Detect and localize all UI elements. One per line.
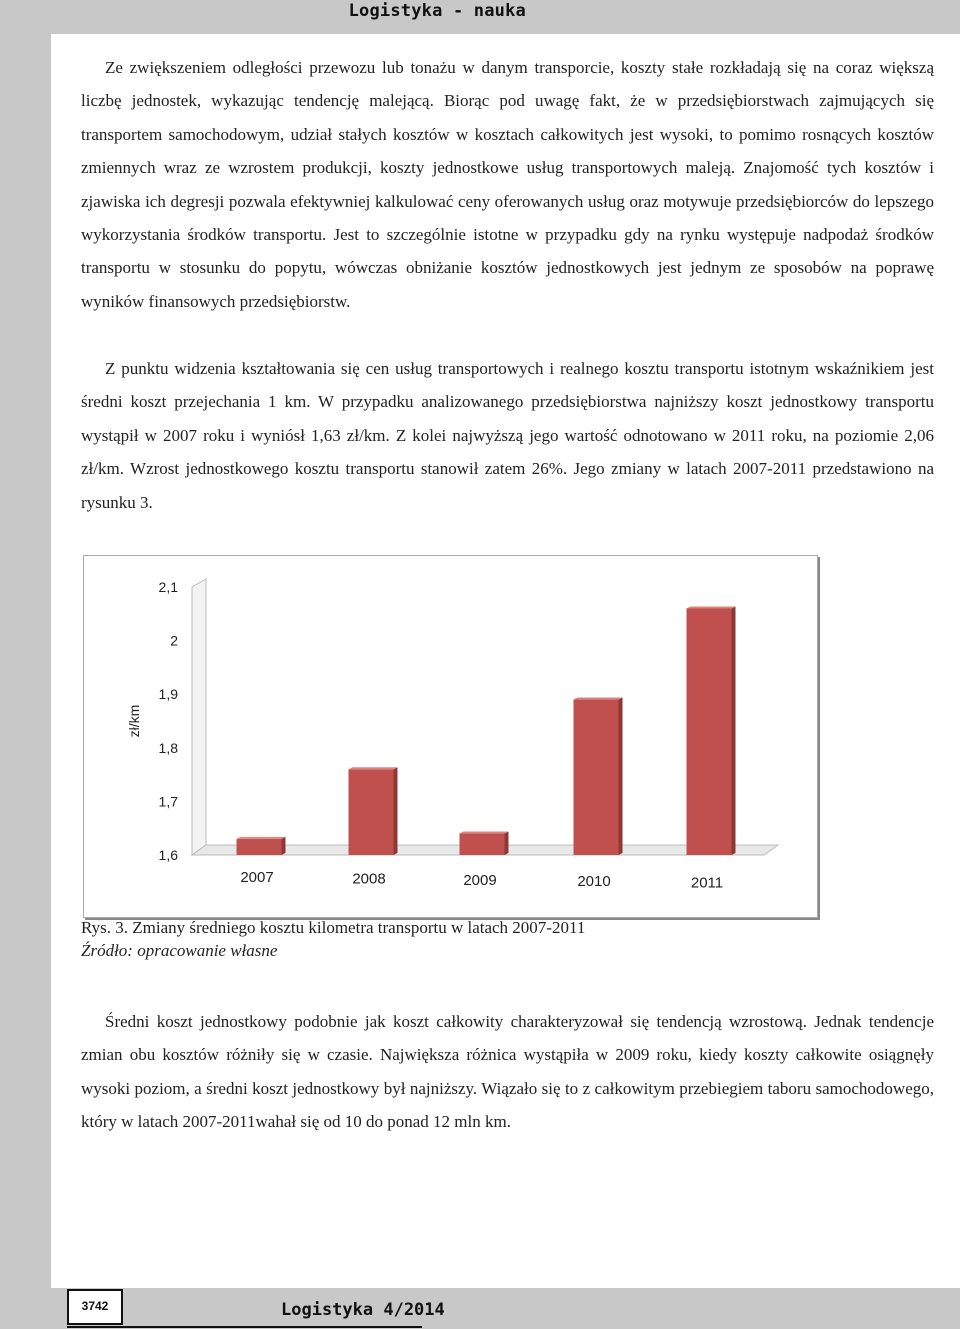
bar-2010 bbox=[574, 700, 619, 855]
chart-frame bbox=[83, 555, 818, 918]
footer-journal: Logistyka 4/2014 bbox=[281, 1300, 445, 1320]
bar-2009 bbox=[460, 834, 505, 855]
bar-2011 bbox=[687, 608, 732, 855]
page-number: 3742 bbox=[67, 1289, 123, 1325]
y-tick-label: 2 bbox=[170, 632, 178, 649]
paragraph-3: Średni koszt jednostkowy podobnie jak koszt całkowity charakteryzował się tendencją wzrostową. Jednak tendencje zmian obu kosztów różniły się w czasie. Największa różnica wystąpiła w 2009 roku, kiedy koszty całkowite osiągnęły wysoki poziom, a średni koszt jednostkowy był najniższy. Wiązało się to z całkowitym przebiegiem taboru samochodowego, który w latach 2007-2011wahał się od 10 do ponad 12 mln km. bbox=[81, 1012, 934, 1132]
x-tick-label: 2008 bbox=[352, 870, 386, 888]
page-footer bbox=[0, 1288, 960, 1329]
y-tick-label: 1,7 bbox=[158, 793, 178, 810]
caption-source: Źródło: opracowanie własne bbox=[81, 941, 278, 960]
bar-top-2009 bbox=[460, 832, 509, 834]
footer-divider bbox=[67, 1326, 422, 1328]
y-tick-label: 1,9 bbox=[158, 686, 178, 703]
x-tick-label: 2011 bbox=[690, 874, 724, 892]
x-tick-label: 2010 bbox=[577, 873, 611, 891]
bar-top-2008 bbox=[349, 767, 398, 769]
bar-top-2010 bbox=[574, 698, 623, 700]
bar-side-2009 bbox=[505, 832, 509, 855]
y-tick-label: 1,8 bbox=[158, 739, 178, 756]
x-tick-label: 2009 bbox=[463, 871, 497, 889]
y-tick-label: 2,1 bbox=[158, 579, 178, 595]
x-tick-label: 2007 bbox=[240, 869, 274, 886]
bar-2007 bbox=[237, 839, 282, 855]
bar-side-2008 bbox=[394, 767, 398, 855]
page-header bbox=[0, 0, 960, 34]
bar-chart bbox=[84, 556, 817, 917]
caption-title: Rys. 3. Zmiany średniego kosztu kilometra transportu w latach 2007-2011 bbox=[81, 918, 586, 937]
figure-caption bbox=[81, 916, 585, 962]
bar-2008 bbox=[349, 769, 394, 855]
side-wall bbox=[192, 579, 206, 855]
bar-side-2007 bbox=[282, 837, 286, 855]
header-title: Logistyka - nauka bbox=[348, 1, 526, 21]
paragraph-2: Z punktu widzenia kształtowania się cen usług transportowych i realnego kosztu transportu istotnym wskaźnikiem jest średni koszt przejechania 1 km. W przypadku analizowanego przedsiębiorstwa najniższy koszt jednostkowy transportu wystąpił w 2007 roku i wyniósł 1,63 zł/km. Z kolei najwyższą jego wartość odnotowano w 2011 roku, na poziomie 2,06 zł/km. Wzrost jednostkowego kosztu transportu stanowił zatem 26%. Jego zmiany w latach 2007-2011 przedstawiono na rysunku 3. bbox=[81, 359, 934, 512]
bar-side-2010 bbox=[619, 698, 623, 855]
bar-top-2011 bbox=[687, 606, 736, 608]
bar-top-2007 bbox=[237, 837, 286, 839]
y-tick-label: 1,6 bbox=[158, 847, 178, 863]
bar-side-2011 bbox=[732, 606, 736, 855]
y-axis-label: zł/km bbox=[126, 704, 142, 738]
paragraph-1: Ze zwiększeniem odległości przewozu lub tonażu w danym transporcie, koszty stałe rozkładają się na coraz większą liczbę jednostek, wykazując tendencję malejącą. Biorąc pod uwagę fakt, że w przedsiębiorstwach zajmujących się transportem samochodowym, udział stałych kosztów w kosztach całkowitych jest wysoki, to pomimo rosnących kosztów zmiennych wraz ze wzrostem produkcji, koszty jednostkowe usług transportowych maleją. Znajomość tych kosztów i zjawiska ich degresji pozwala efektywniej kalkulować ceny oferowanych usług oraz motywuje przedsiębiorców do lepszego wykorzystania środków transportu. Jest to szczególnie istotne w przypadku gdy na rynku występuje nadpodaż środków transportu w stosunku do popytu, wówczas obniżanie kosztów jednostkowych jest jednym ze sposobów na poprawę wyników finansowych przedsiębiorstw. bbox=[81, 58, 934, 311]
